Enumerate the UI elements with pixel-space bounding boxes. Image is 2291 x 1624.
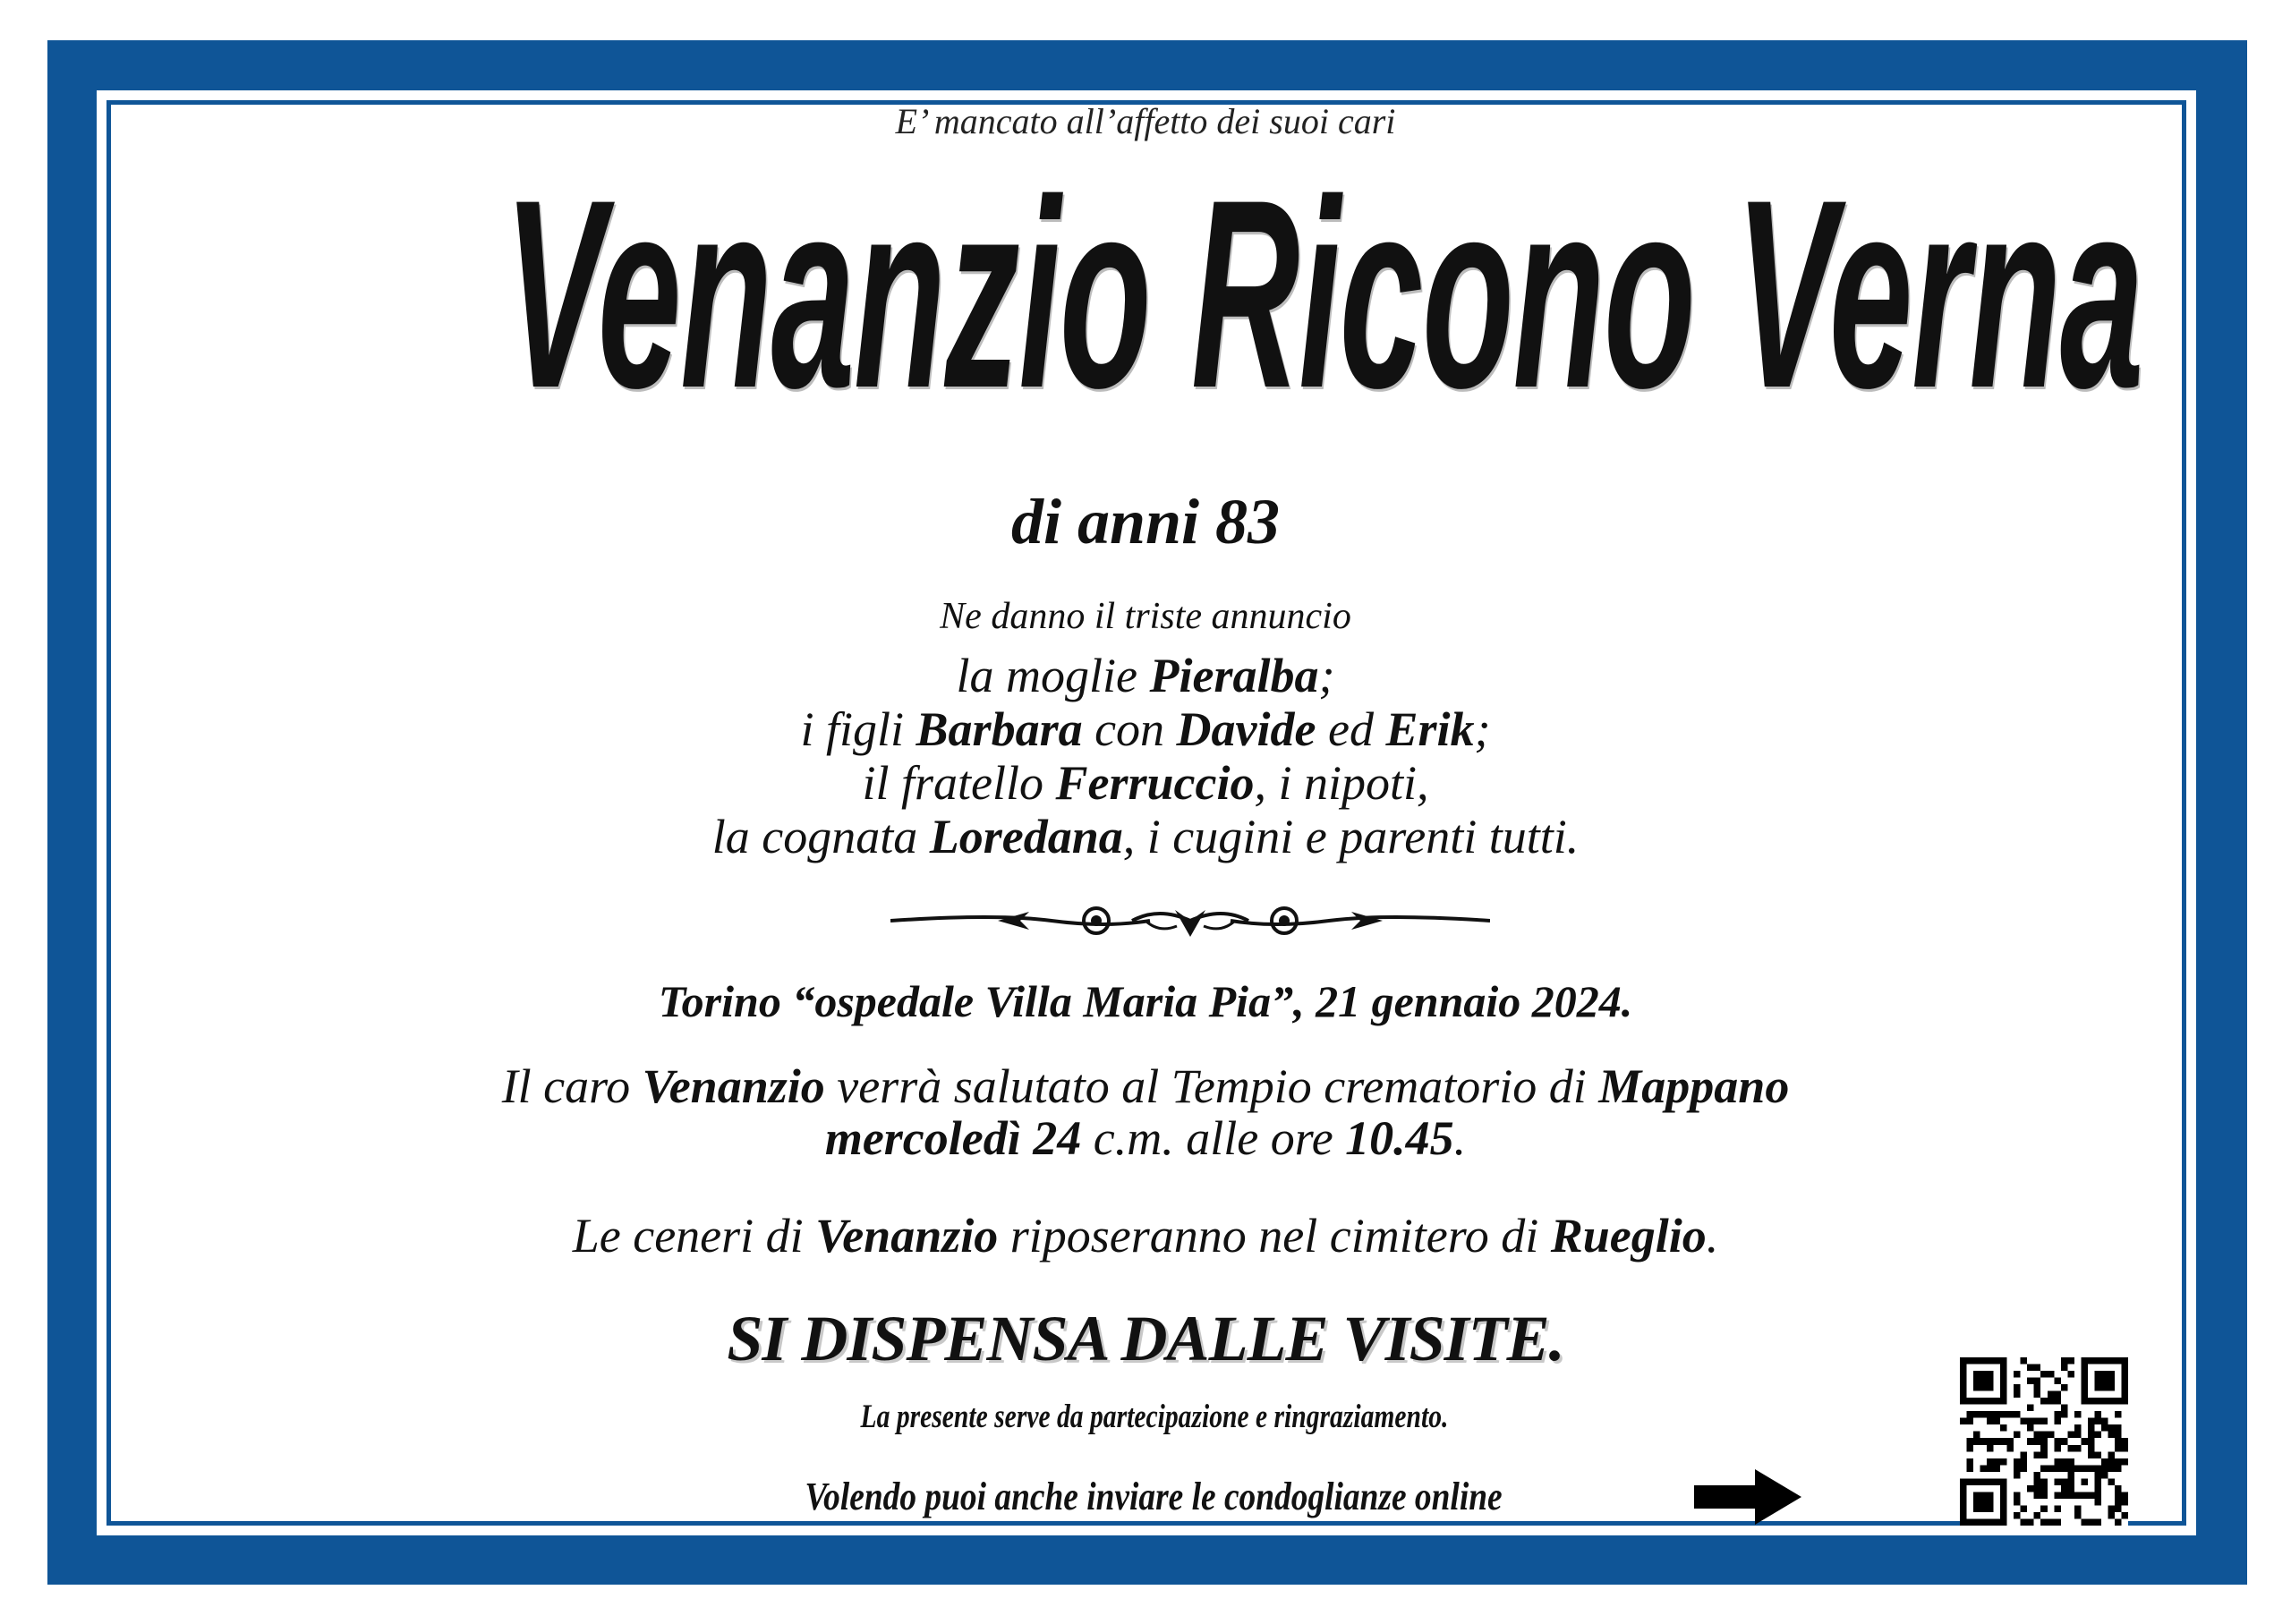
qr-code[interactable] xyxy=(1960,1357,2128,1526)
condolences-note: Volendo puoi anche inviare le condoglianze online xyxy=(805,1475,1503,1518)
age-line: di anni 83 xyxy=(1010,486,1281,557)
text: . xyxy=(1706,1209,1719,1263)
text: verrà salutato al Tempio crematorio di xyxy=(824,1059,1599,1113)
name-deceased: Venanzio xyxy=(642,1059,825,1113)
name-deceased: Venanzio xyxy=(815,1209,999,1263)
name-child: Barbara xyxy=(916,702,1083,756)
place-date: Torino “ospedale Villa Maria Pia”, 21 gennaio 2024. xyxy=(658,976,1633,1026)
announce-intro: Ne danno il triste annuncio xyxy=(940,596,1351,637)
text: Le ceneri di xyxy=(572,1209,816,1263)
no-visits-notice: SI DISPENSA DALLE VISITE. xyxy=(727,1303,1564,1374)
family-line-sister-in-law xyxy=(0,810,2291,863)
text: la cognata xyxy=(711,810,930,863)
text: ed xyxy=(1316,702,1386,756)
ornament-divider xyxy=(890,901,1490,940)
text: la moglie xyxy=(956,649,1150,702)
family-line-children xyxy=(0,702,2291,756)
ceremony-line-1 xyxy=(0,1059,2291,1114)
text: . xyxy=(1453,1111,1467,1165)
text: ; xyxy=(1474,702,1491,756)
cemetery-location: Rueglio xyxy=(1550,1209,1707,1263)
text: riposeranno nel cimitero di xyxy=(998,1209,1551,1263)
text: il fratello xyxy=(862,756,1056,810)
ceremony-time: 10.45 xyxy=(1345,1111,1454,1165)
text: ; xyxy=(1318,649,1335,702)
intro-text: E’ mancato all’affetto dei suoi cari xyxy=(895,101,1396,141)
text: Il caro xyxy=(501,1059,643,1113)
text: , i nipoti, xyxy=(1254,756,1429,810)
family-line-brother xyxy=(0,756,2291,810)
name-sister-in-law: Loredana xyxy=(929,810,1123,863)
name-wife: Pieralba xyxy=(1149,649,1319,702)
name-spouse: Davide xyxy=(1176,702,1316,756)
ashes-line xyxy=(0,1208,2291,1263)
name-brother: Ferruccio xyxy=(1055,756,1255,810)
deceased-name: Venanzio Ricono Verna xyxy=(504,143,2143,444)
text: , i cugini e parenti tutti. xyxy=(1122,810,1580,863)
ceremony-line-2 xyxy=(0,1110,2291,1166)
text: c.m. alle ore xyxy=(1081,1111,1346,1165)
family-line-wife xyxy=(0,649,2291,702)
arrow-right-icon xyxy=(1694,1469,1801,1525)
thanks-note: La presente serve da partecipazione e ringraziamento. xyxy=(860,1399,1449,1435)
ceremony-location: Mappano xyxy=(1598,1059,1790,1113)
text: con xyxy=(1082,702,1177,756)
text: i figli xyxy=(800,702,916,756)
ceremony-day: mercoledì 24 xyxy=(824,1111,1082,1165)
name-child: Erik xyxy=(1385,702,1475,756)
